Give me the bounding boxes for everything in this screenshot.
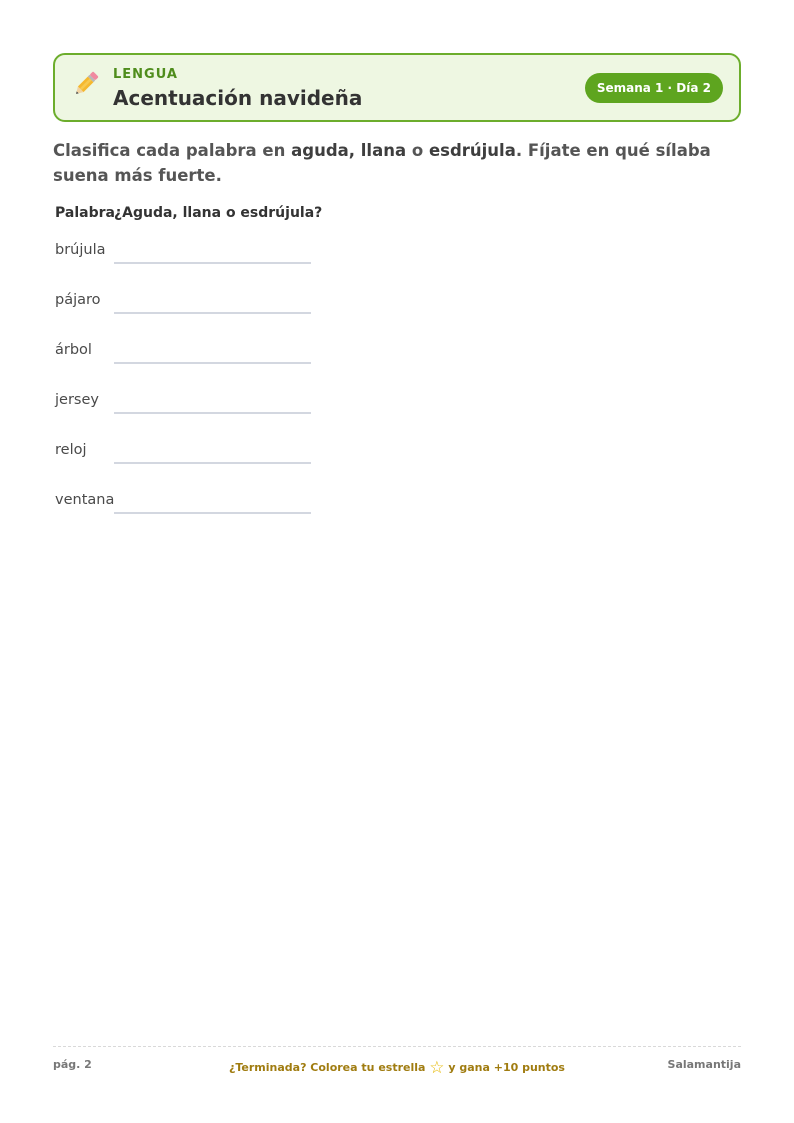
subject-label: LENGUA (113, 67, 178, 82)
brand-name: Salamantija (667, 1058, 741, 1071)
footer-divider (53, 1046, 741, 1047)
word-label: árbol (55, 342, 92, 358)
instructions: Clasifica cada palabra en aguda, llana o esdrújula. Fíjate en qué sílaba suena más fuerte. (53, 141, 711, 185)
worksheet-title: Acentuación navideña (113, 86, 363, 110)
answer-line[interactable] (114, 412, 311, 414)
answer-line[interactable] (114, 462, 311, 464)
week-day-badge: Semana 1 · Día 2 (585, 73, 723, 103)
column-header-word: Palabra (55, 205, 115, 221)
star-icon[interactable]: ☆ (429, 1058, 445, 1078)
completion-message: ¿Terminada? Colorea tu estrella ☆ y gana +10 puntos (229, 1058, 565, 1078)
page-number: pág. 2 (53, 1058, 92, 1071)
table-row (55, 240, 315, 270)
header-banner (53, 53, 741, 122)
table-row (55, 490, 315, 520)
answer-line[interactable] (114, 262, 311, 264)
table-row (55, 340, 315, 370)
word-label: reloj (55, 442, 87, 458)
pencil-icon (69, 67, 103, 101)
word-label: brújula (55, 242, 106, 258)
column-header-type: ¿Aguda, llana o esdrújula? (114, 205, 323, 221)
answer-line[interactable] (114, 312, 311, 314)
answer-line[interactable] (114, 362, 311, 364)
word-label: jersey (55, 392, 99, 408)
table-row (55, 440, 315, 470)
answer-line[interactable] (114, 512, 311, 514)
table-row (55, 290, 315, 320)
word-label: pájaro (55, 292, 101, 308)
word-label: ventana (55, 492, 115, 508)
table-row (55, 390, 315, 420)
